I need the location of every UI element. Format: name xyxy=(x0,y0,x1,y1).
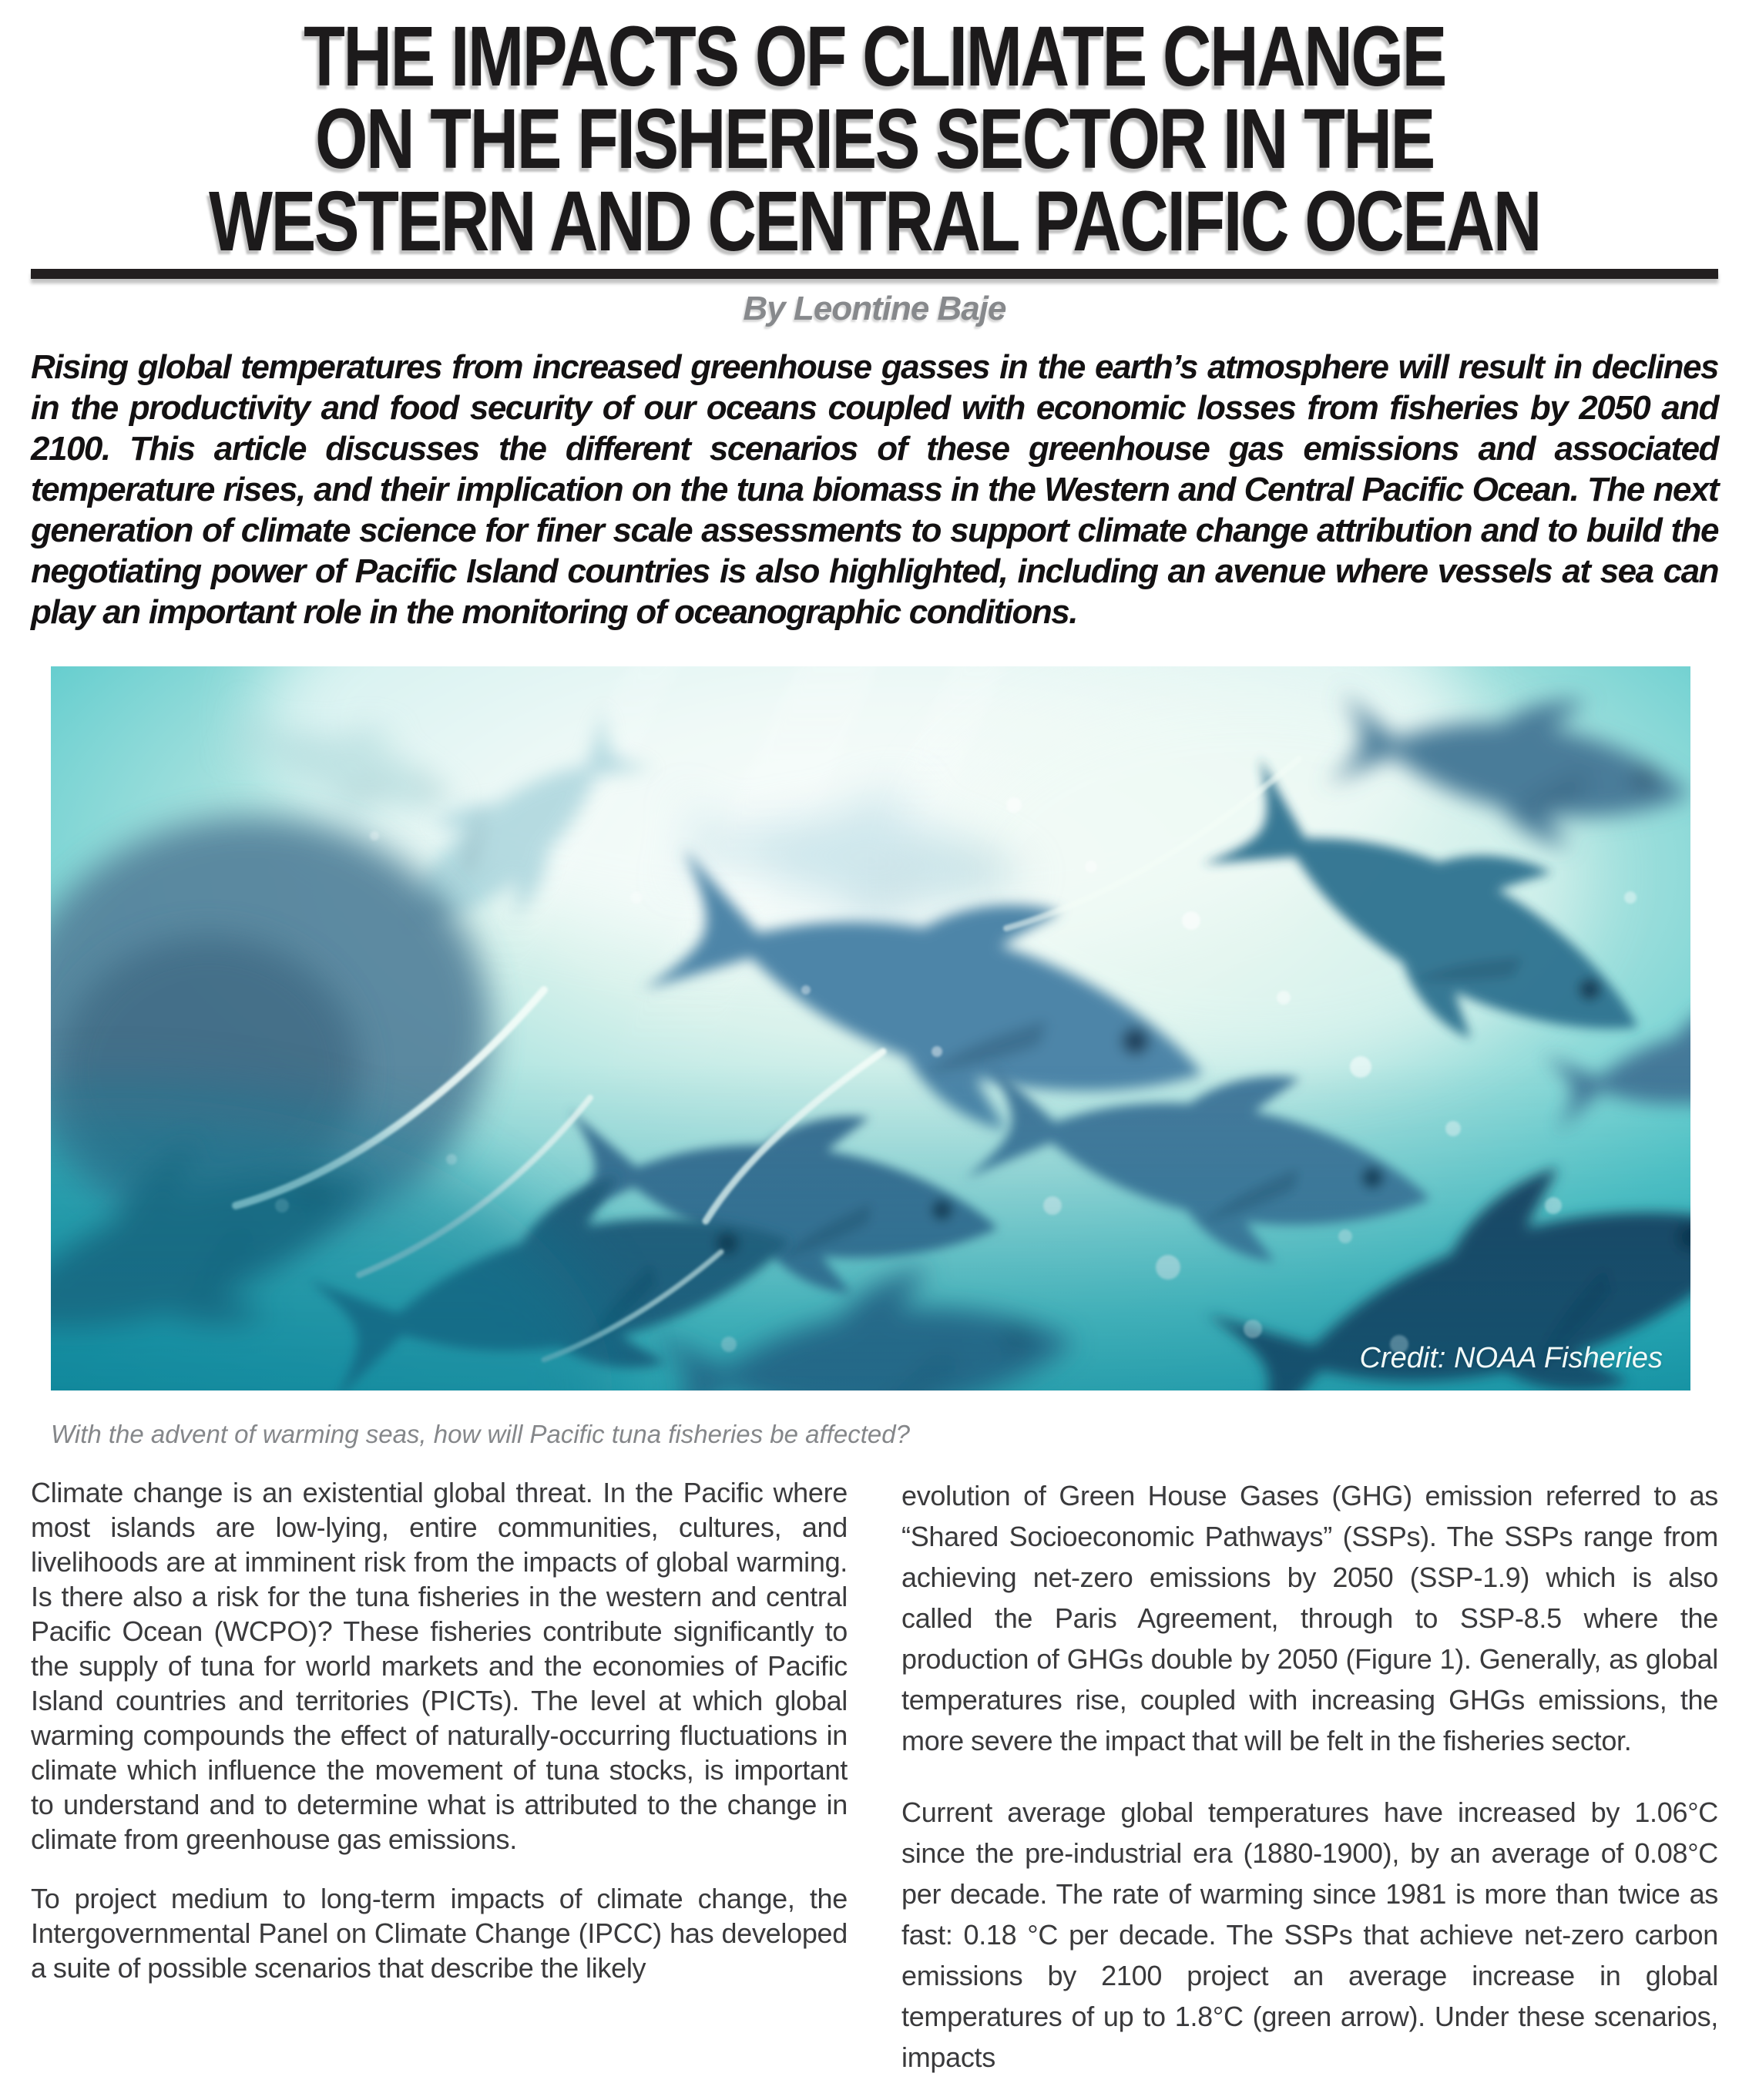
column-right xyxy=(901,1475,1718,2078)
body-columns xyxy=(31,1475,1718,2078)
title-line: ON THE FISHERIES SECTOR IN THE xyxy=(315,92,1434,186)
byline: By Leontine Baje xyxy=(743,290,1006,327)
title-line: WESTERN AND CENTRAL PACIFIC OCEAN xyxy=(208,174,1541,269)
body-paragraph: Climate change is an existential global threat. In the Pacific where most islands are low-lying, entire communities, cultures, and livelihoods are at imminent risk from the impacts of global warming. Is there also a risk for the tuna fisheries in the western and central Pacific Ocean (WCPO)? These fisheries contribute significantly to the supply of tuna for world markets and the economies of Pacific Island countries and territories (PICTs). The level at which global warming compounds the effect of naturally-occurring fluctuations in climate which influence the movement of tuna stocks, is important to understand and to determine what is attributed to the change in climate from greenhouse gas emissions. xyxy=(31,1477,848,1855)
photo-caption: With the advent of warming seas, how will Pacific tuna fisheries be affected? xyxy=(51,1420,910,1448)
body-paragraph: To project medium to long-term impacts of climate change, the Intergovernmental Panel on Climate Change (IPCC) has developed a suite of possible scenarios that describe the likely xyxy=(31,1883,848,1984)
title-line: THE IMPACTS OF CLIMATE CHANGE xyxy=(304,9,1445,104)
intro-paragraph: Rising global temperatures from increased greenhouse gasses in the earth’s atmosphere will result in declines in the productivity and food security of our oceans coupled with economic losses from fisheries by 2050 and 2100. This article discusses the different scenarios of these greenhouse gas emissions and associated temperature rises, and their implication on the tuna biomass in the Western and Central Pacific Ocean. The next generation of climate science for finer scale assessments to support climate change attribution and to build the negotiating power of Pacific Island countries is also highlighted, including an avenue where vessels at sea can play an important role in the monitoring of oceanographic conditions. xyxy=(31,348,1718,631)
article-header xyxy=(31,9,1718,328)
body-paragraph: evolution of Green House Gases (GHG) emission referred to as “Shared Socioeconomic Pathways” (SSPs). The SSPs range from achieving net-zero emissions by 2050 (SSP-1.9) which is also called the Paris Agreement, through to SSP-8.5 where the production of GHGs double by 2050 (Figure 1). Generally, as global temperatures rise, coupled with increasing GHGs emissions, the more severe the impact that will be felt in the fisheries sector. xyxy=(901,1480,1718,1756)
column-left xyxy=(31,1475,848,2078)
hero-photo xyxy=(51,666,1690,1390)
underwater-photo-illustration xyxy=(51,666,1690,1390)
page-title xyxy=(200,9,1549,269)
divider-rule xyxy=(31,269,1718,279)
photo-credit: Credit: NOAA Fisheries xyxy=(1359,1342,1663,1374)
body-paragraph: Current average global temperatures have increased by 1.06°C since the pre-industrial era (1880-1900), by an average of 0.08°C per decade. The rate of warming since 1981 is more than twice as fast: 0.18 °C per decade. The SSPs that achieve net-zero carbon emissions by 2100 project an average increase in global temperatures of up to 1.8°C (green arrow). Under these scenarios, impacts xyxy=(901,1796,1718,2073)
